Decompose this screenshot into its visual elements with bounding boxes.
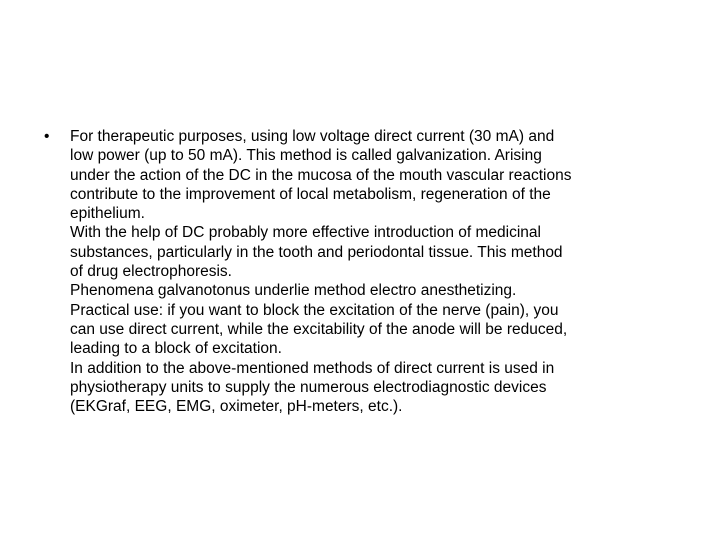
bullet-item [44, 127, 680, 416]
text-line: Practical use: if you want to block the excitation of the nerve (pain), you [70, 301, 559, 319]
text-line: contribute to the improvement of local metabolism, regeneration of the [70, 185, 551, 203]
text-line: of drug electrophoresis. [70, 263, 232, 281]
text-line: can use direct current, while the excitability of the anode will be reduced, [70, 320, 568, 338]
text-line: (EKGraf, EEG, EMG, oximeter, pH-meters, etc.). [70, 398, 403, 416]
text-line: In addition to the above-mentioned methods of direct current is used in [70, 359, 555, 377]
bullet-icon: • [44, 128, 50, 145]
text-line: For therapeutic purposes, using low voltage direct current (30 mA) and [70, 128, 555, 145]
text-line: leading to a block of excitation. [70, 340, 282, 358]
text-line: epithelium. [70, 205, 145, 223]
text-line: substances, particularly in the tooth and periodontal tissue. This method [70, 243, 563, 261]
text-line: physiotherapy units to supply the numerous electrodiagnostic devices [70, 378, 547, 396]
text-line: low power (up to 50 mA). This method is called galvanization. Arising [70, 147, 542, 165]
text-line: With the help of DC probably more effective introduction of medicinal [70, 224, 541, 242]
bullet-list [44, 127, 680, 416]
text-line: under the action of the DC in the mucosa of the mouth vascular reactions [70, 166, 572, 184]
text-line: Phenomena galvanotonus underlie method electro anesthetizing. [70, 282, 517, 300]
